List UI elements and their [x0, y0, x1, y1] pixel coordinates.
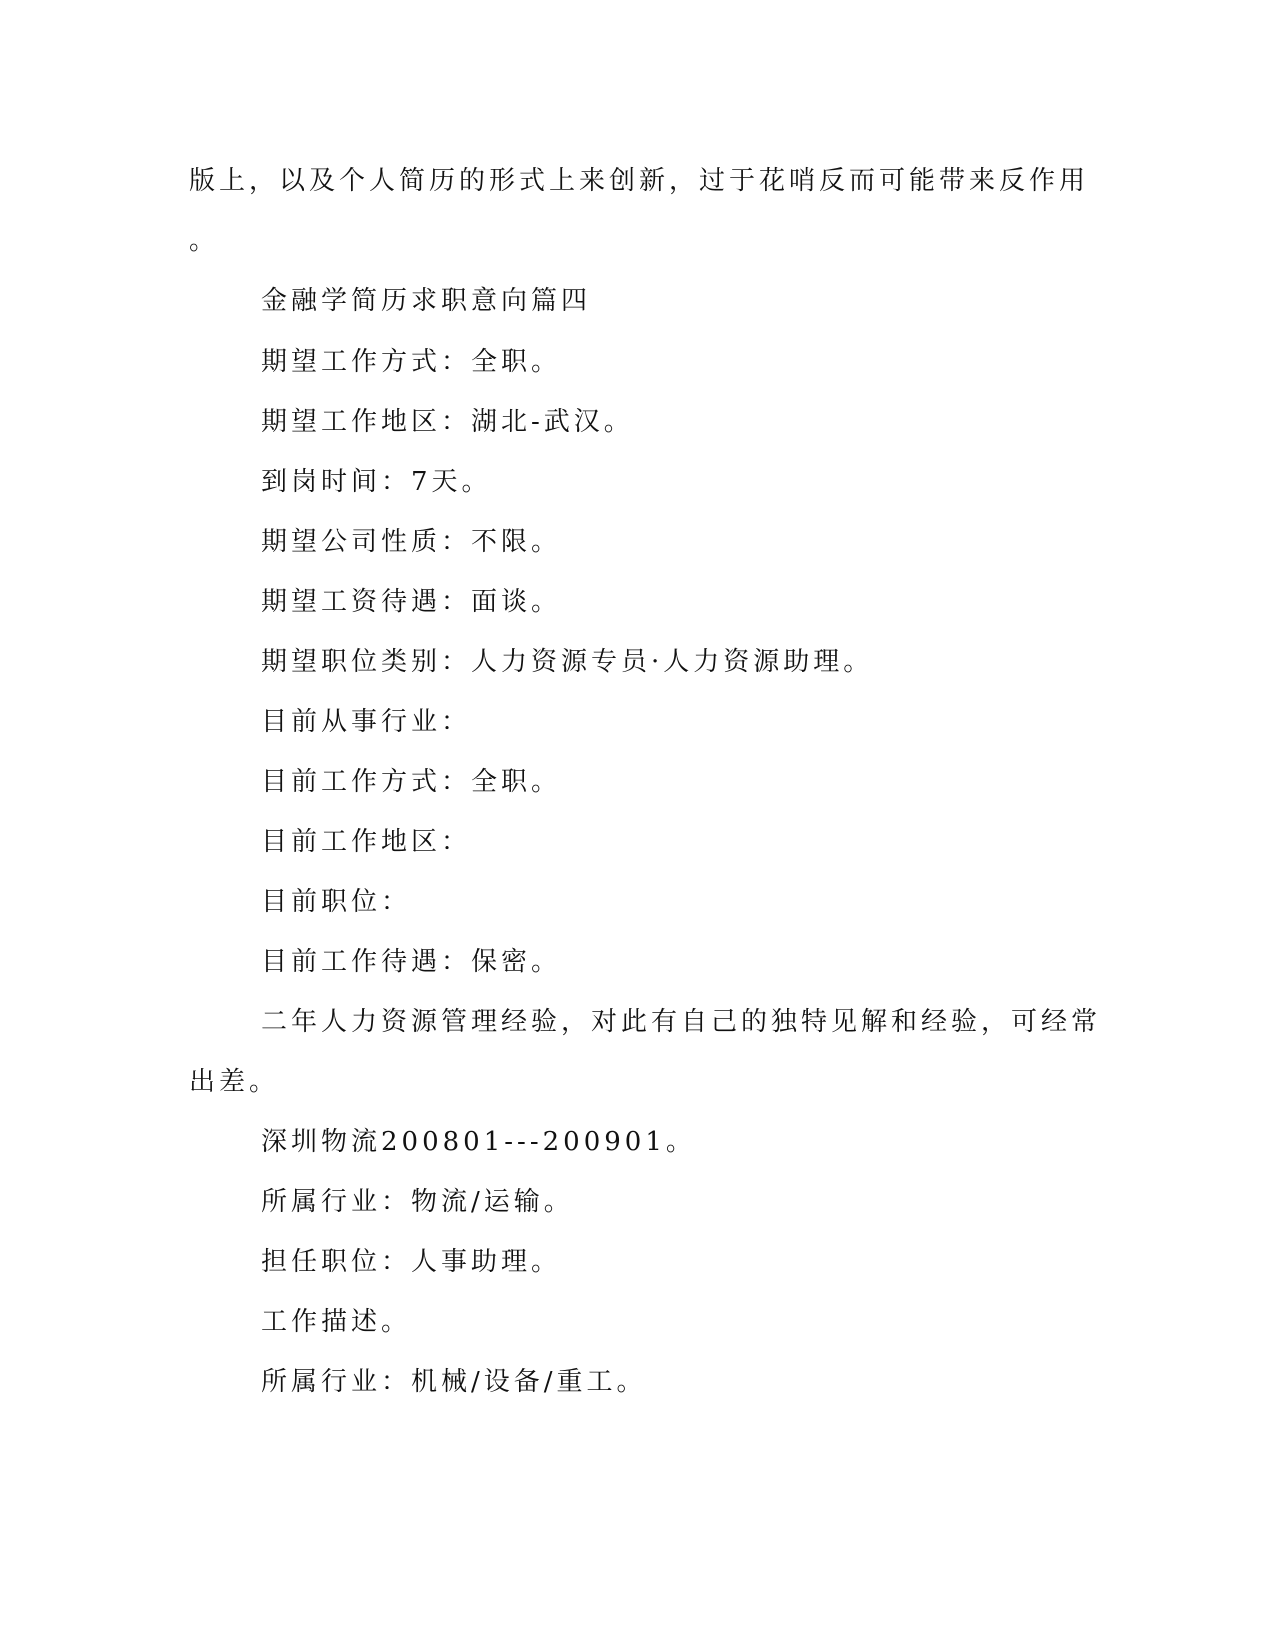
- experience-summary-end: 出差。: [189, 1067, 280, 1097]
- role-line: 担任职位：人事助理。: [261, 1247, 562, 1277]
- job-description-label: 工作描述。: [261, 1307, 412, 1337]
- current-job-type-line: 目前工作方式：全职。: [261, 767, 562, 797]
- company-type-line: 期望公司性质：不限。: [261, 527, 562, 557]
- current-salary-line: 目前工作待遇：保密。: [261, 947, 562, 977]
- industry-line-2: 所属行业：机械/设备/重工。: [261, 1367, 647, 1397]
- current-position-line: 目前职位：: [261, 887, 412, 917]
- start-time-line: 到岗时间：7天。: [261, 467, 492, 497]
- current-industry-line: 目前从事行业：: [261, 707, 472, 737]
- job-region-line: 期望工作地区：湖北-武汉。: [261, 407, 634, 437]
- section-heading: 金融学简历求职意向篇四: [261, 286, 592, 316]
- paragraph-continuation-end: 。: [189, 226, 220, 256]
- paragraph-continuation-line: 版上，以及个人简历的形式上来创新，过于花哨反而可能带来反作用: [189, 166, 1090, 196]
- experience-summary-line: 二年人力资源管理经验，对此有自己的独特见解和经验，可经常: [261, 1007, 1102, 1037]
- salary-line: 期望工资待遇：面谈。: [261, 587, 562, 617]
- current-region-line: 目前工作地区：: [261, 827, 472, 857]
- position-category-line: 期望职位类别：人力资源专员·人力资源助理。: [261, 647, 874, 677]
- job-type-line: 期望工作方式：全职。: [261, 347, 562, 377]
- employer-period-line: 深圳物流200801---200901。: [261, 1127, 696, 1157]
- industry-line: 所属行业：物流/运输。: [261, 1187, 574, 1217]
